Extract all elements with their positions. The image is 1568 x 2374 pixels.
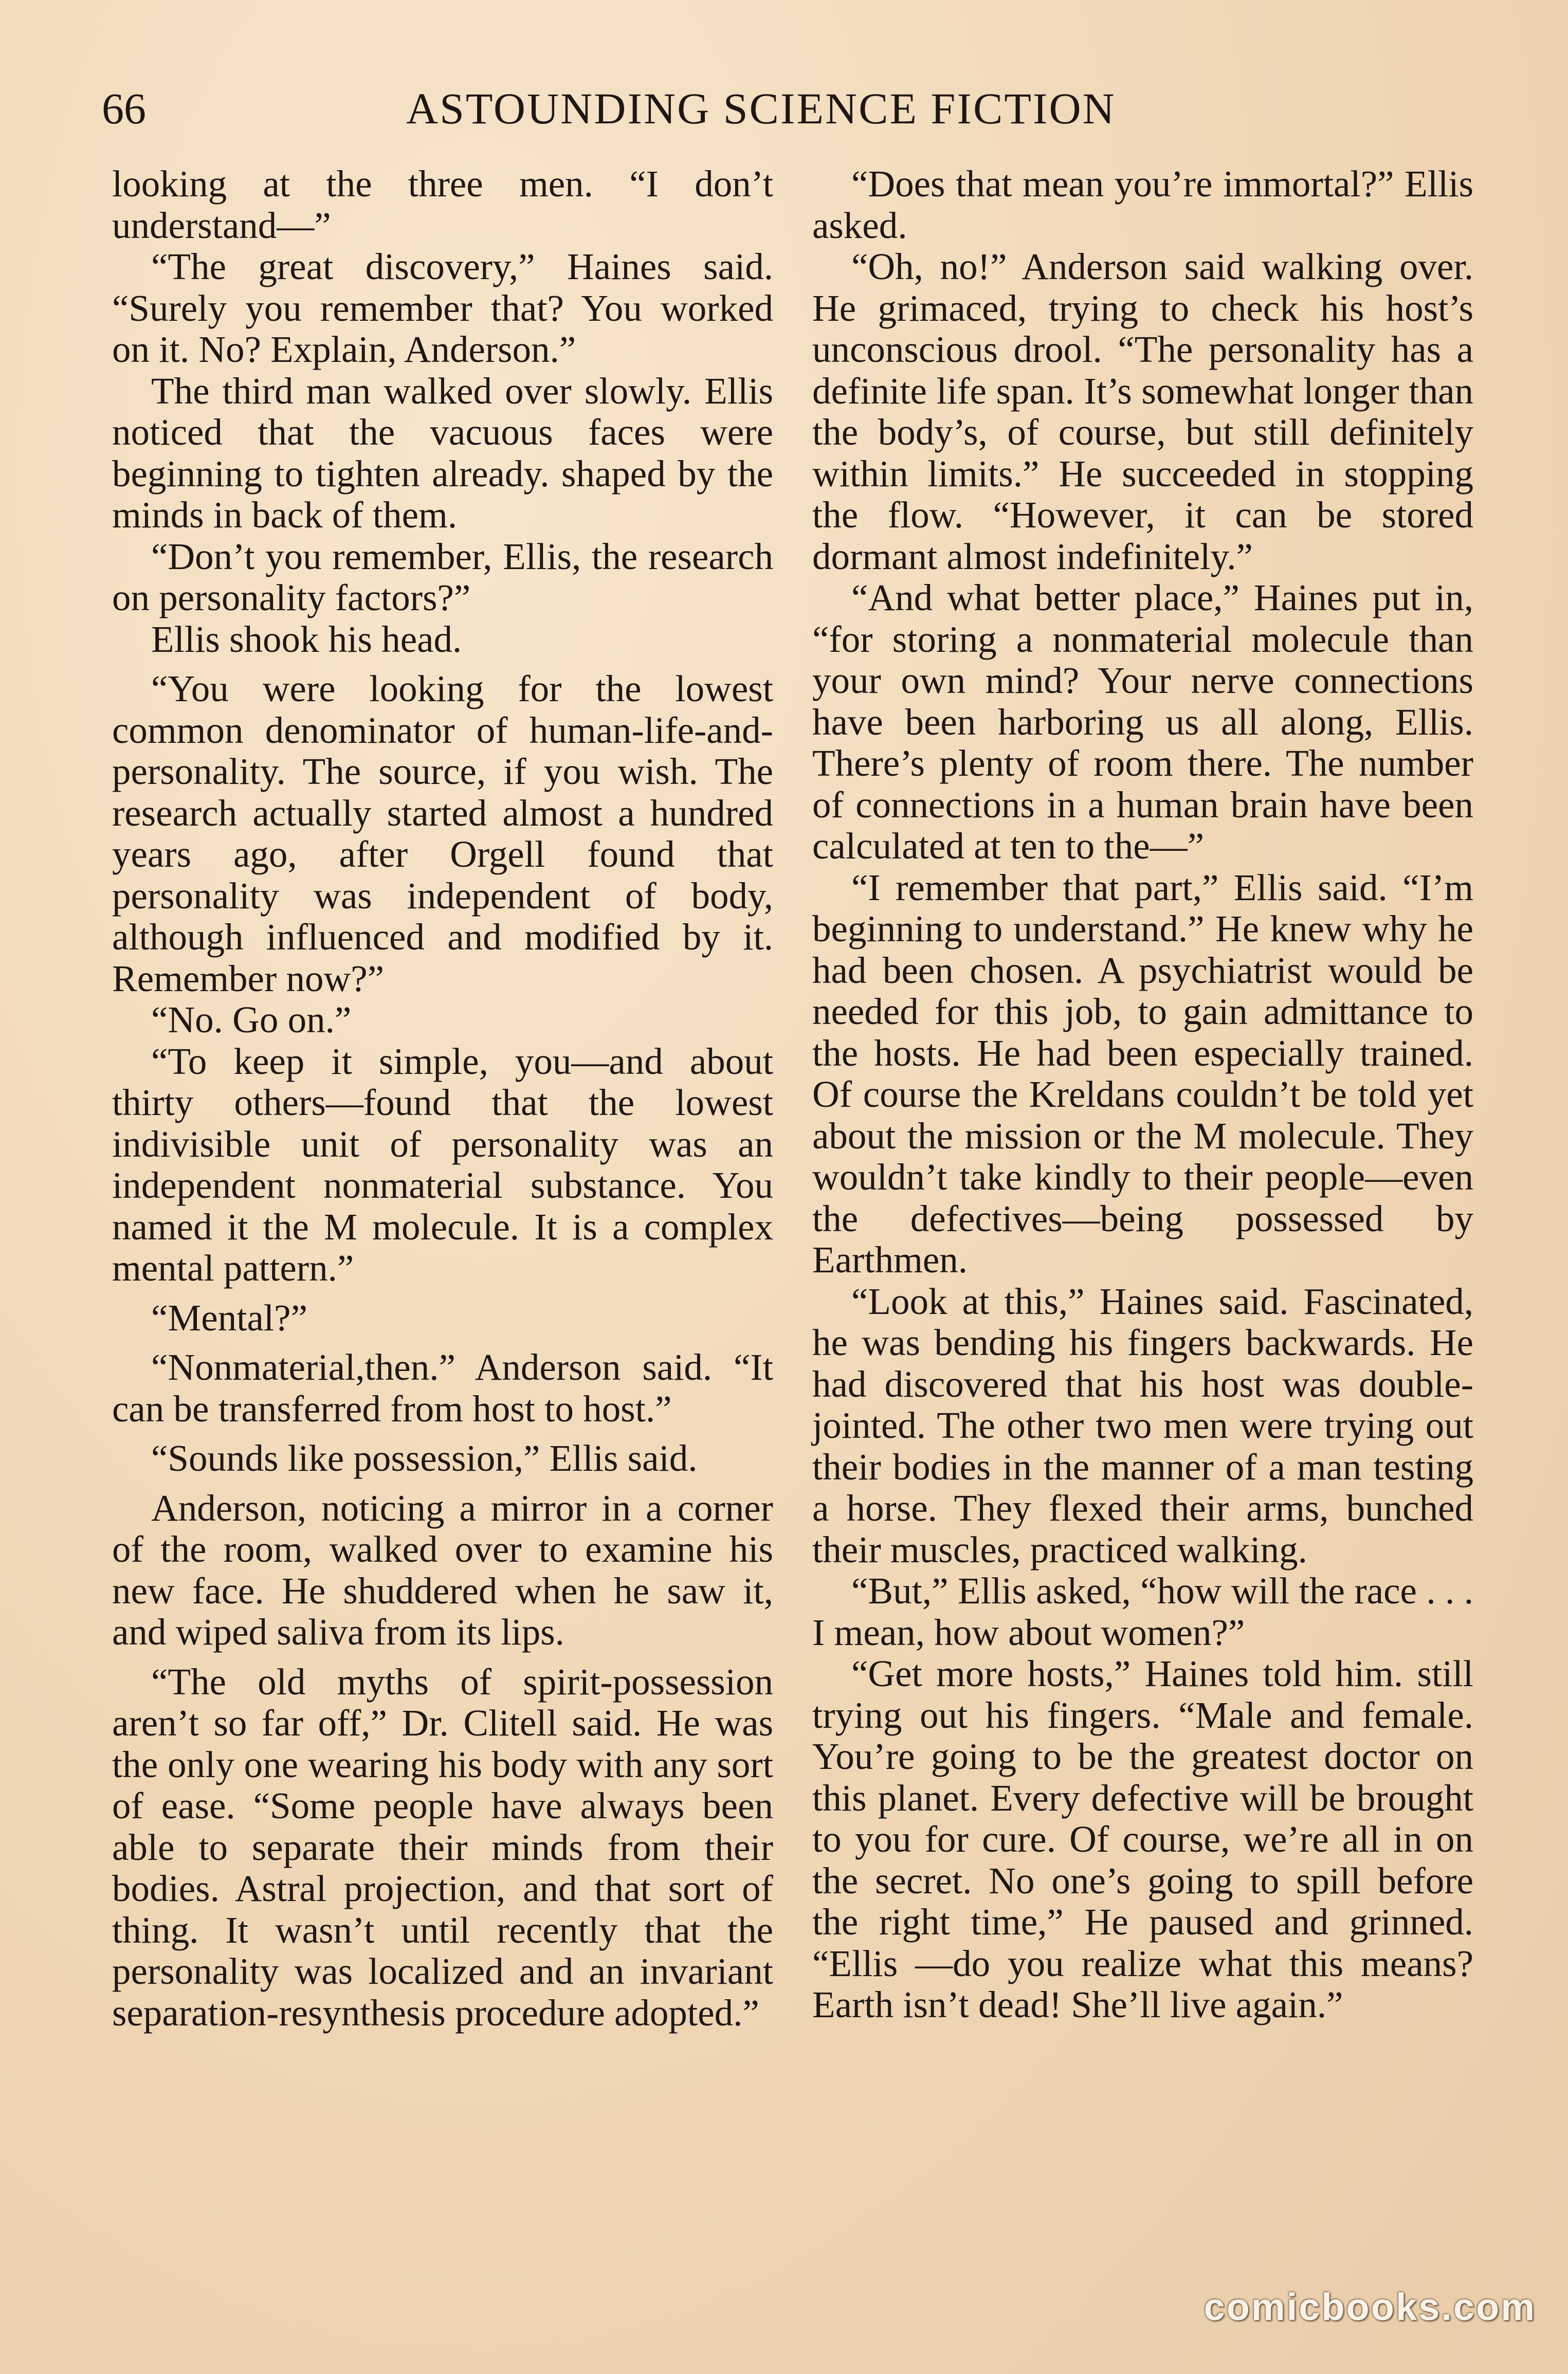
- paragraph: “Get more hosts,” Haines told him. still trying out his fingers. “Male and female. You’re going to be the greatest doctor on this planet. Every defective will be brought to you for cure. Of course, we’re all in on the secret. No one’s going to spill before the right time,” He paused and grinned. “Ellis —do you realize what this means? Earth isn’t dead! She’ll live again.”: [812, 1653, 1473, 2025]
- paragraph: “I remember that part,” Ellis said. “I’m beginning to understand.” He knew why he had been chosen. A psychiatrist would be needed for this job, to gain admittance to the hosts. He had been especially trained. Of course the Kreldans couldn’t be told yet about the mission or the M molecule. They wouldn’t take kindly to their people—even the defectives—being possessed by Earthmen.: [812, 866, 1473, 1281]
- watermark-text: comicbooks.com: [1204, 2286, 1536, 2328]
- paragraph: The third man walked over slowly. Ellis noticed that the vacuous faces were beginning to tighten already. shaped by the minds in back of them.: [112, 370, 773, 536]
- paragraph: “But,” Ellis asked, “how will the race . . . I mean, how about women?”: [812, 1570, 1473, 1653]
- paragraph: “No. Go on.”: [151, 999, 352, 1040]
- paragraph: “To keep it simple, you—and about thirty others—found that the lowest indivisible unit of personality was an independent nonmaterial substance. You named it the M molecule. It is a complex mental pattern.”: [112, 1040, 773, 1289]
- paragraph: “Look at this,” Haines said. Fascinated, he was bending his fingers backwards. He had discovered that his host was double-jointed. The other two men were trying out their bodies in the manner of a man testing a horse. They flexed their arms, bunched their muscles, practiced walking.: [812, 1280, 1473, 1571]
- paragraph: Anderson, noticing a mirror in a corner of the room, walked over to examine his new face. He shuddered when he saw it, and wiped saliva from its lips.: [112, 1487, 773, 1653]
- paragraph: “Sounds like possession,” Ellis said.: [151, 1437, 698, 1479]
- paragraph: “The great discovery,” Haines said. “Surely you remember that? You worked on it. No? Explain, Anderson.”: [112, 246, 773, 370]
- paragraph: “The old myths of spirit-possession aren’t so far off,” Dr. Clitell said. He was the only one wearing his body with any sort of ease. “Some people have always been able to separate their minds from their bodies. Astral projection, and that sort of thing. It wasn’t until recently that the personality was localized and an invariant separation-resynthesis procedure adopted.”: [112, 1660, 773, 2034]
- paragraph: Ellis shook his head.: [151, 618, 462, 660]
- paragraph: looking at the three men. “I don’t understand—”: [112, 163, 773, 246]
- page-number: 66: [102, 84, 146, 133]
- left-column: [112, 163, 773, 2034]
- paragraph: “Nonmaterial,then.” Anderson said. “It can be transferred from host to host.”: [112, 1346, 773, 1430]
- paragraph: “Mental?”: [151, 1296, 307, 1339]
- paragraph: “You were looking for the lowest common denominator of human-life-and-personality. The source, if you wish. The research actually started almost a hundred years ago, after Orgell found that personality was independent of body, although influenced and modified by it. Remember now?”: [112, 668, 773, 999]
- paragraph: “Does that mean you’re immortal?” Ellis asked.: [812, 163, 1473, 246]
- paragraph: “Don’t you remember, Ellis, the research on personality factors?”: [112, 535, 773, 618]
- running-head: ASTOUNDING SCIENCE FICTION: [406, 84, 1116, 133]
- paragraph: “Oh, no!” Anderson said walking over. He grimaced, trying to check his host’s unconscious drool. “The personality has a definite life span. It’s somewhat longer than the body’s, of course, but still definitely within limits.” He succeeded in stopping the flow. “However, it can be stored dormant almost indefinitely.”: [812, 246, 1473, 577]
- paragraph: “And what better place,” Haines put in, “for storing a nonmaterial molecule than your own mind? Your nerve connections have been harboring us all along, Ellis. There’s plenty of room there. The number of connections in a human brain have been calculated at ten to the—”: [812, 577, 1473, 867]
- right-column: [812, 163, 1473, 2026]
